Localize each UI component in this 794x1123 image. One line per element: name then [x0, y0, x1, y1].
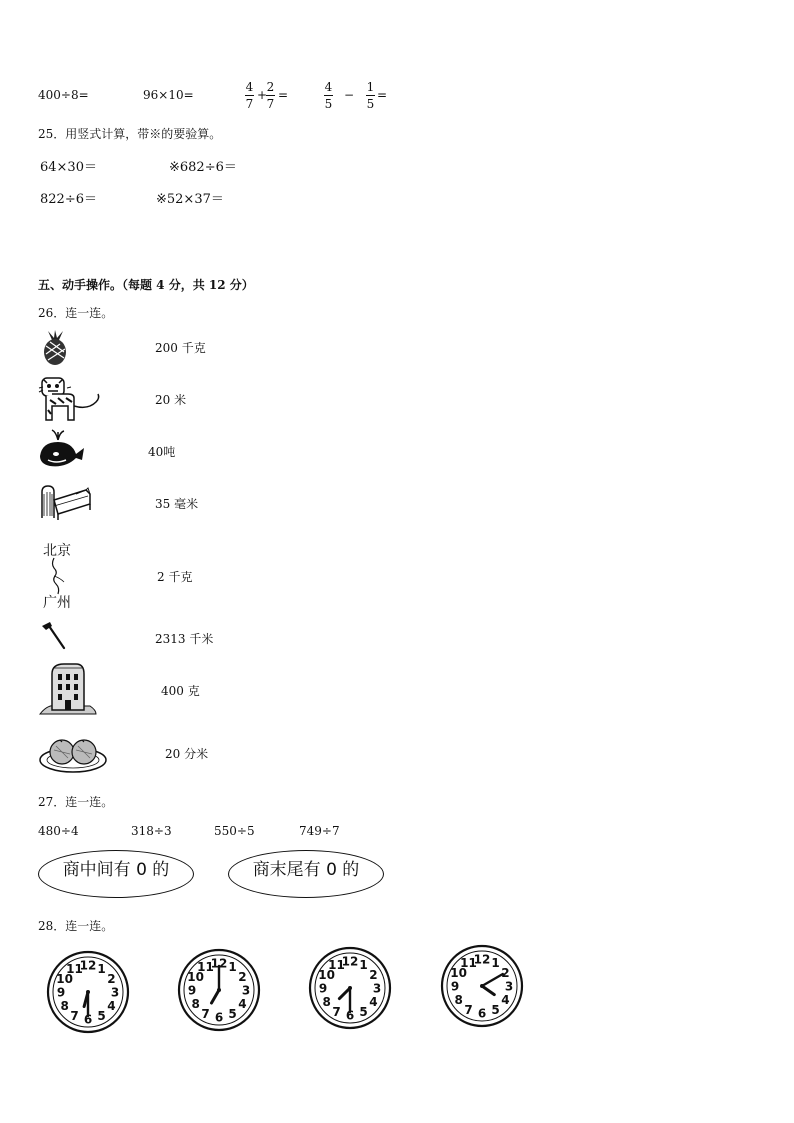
pineapple-icon — [38, 330, 72, 366]
clock-numeral: 9 — [56, 985, 66, 1000]
expr-96-times-10: 96×10= — [143, 88, 194, 102]
fraction-4-5 — [324, 80, 333, 111]
clock-numeral: 9 — [318, 981, 328, 996]
clock-numeral: 5 — [359, 1004, 368, 1019]
oval-trailing-zero[interactable] — [228, 850, 384, 898]
guangzhou-label: 广州 — [43, 595, 71, 611]
section5-title: 五、动手操作。（每题 4 分，共 12 分） — [38, 278, 254, 292]
clock-numeral: 2 — [501, 966, 510, 980]
clock-numeral: 3 — [241, 983, 251, 998]
q27-title: 27．连一连。 — [38, 795, 114, 809]
clock-numeral: 5 — [97, 1008, 106, 1023]
clock-numeral: 4 — [107, 999, 116, 1013]
nail-icon — [38, 620, 68, 652]
clock-numeral: 6 — [214, 1010, 224, 1025]
expr-52-times-37: ※52×37＝ — [156, 192, 224, 207]
denominator: 5 — [324, 97, 333, 111]
beijing-label: 北京 — [43, 543, 71, 559]
oval-label: 商末尾有 0 的 — [252, 859, 360, 880]
clock-hub — [86, 990, 90, 994]
clock-numeral: 1 — [359, 958, 368, 973]
fraction-1-5 — [366, 80, 375, 111]
fraction-4-7 — [245, 80, 254, 111]
bed-icon — [38, 478, 94, 522]
clock-numeral: 4 — [369, 995, 378, 1009]
expr-682-div-6: ※682÷6＝ — [169, 160, 237, 175]
whale-icon — [36, 428, 86, 470]
unit-label: 40吨 — [148, 445, 176, 459]
numerator: 4 — [245, 80, 254, 94]
unit-label: 200 千克 — [155, 341, 206, 355]
oval-middle-zero[interactable] — [38, 850, 194, 898]
plus-sign: + — [257, 88, 268, 102]
minus-sign: − — [344, 88, 355, 102]
expr-400-div-8: 400÷8= — [38, 88, 89, 102]
equals-sign: = — [278, 88, 289, 102]
clock-numeral: 3 — [504, 979, 514, 994]
unit-label: 400 克 — [161, 684, 200, 698]
denominator: 7 — [245, 97, 254, 111]
clock-numeral: 12 — [341, 954, 359, 969]
equals-sign: = — [377, 88, 388, 102]
clock-numeral: 12 — [79, 958, 97, 973]
denominator: 5 — [366, 97, 375, 111]
clock-numeral: 7 — [70, 1008, 79, 1023]
clock-numeral: 6 — [477, 1006, 487, 1021]
clock-numeral: 8 — [60, 999, 69, 1013]
expr-64-times-30: 64×30＝ — [40, 160, 97, 175]
clock-numeral: 12 — [210, 956, 228, 971]
clock-numeral: 8 — [322, 995, 331, 1009]
unit-label: 2 千克 — [157, 570, 193, 584]
clock-numeral: 2 — [107, 972, 116, 986]
clock-numeral: 1 — [97, 962, 106, 977]
expr-550-div-5: 550÷5 — [214, 824, 255, 838]
clock-numeral: 5 — [228, 1006, 237, 1021]
clock-numeral: 10 — [318, 968, 335, 982]
numerator: 1 — [366, 80, 375, 94]
clock-numeral: 2 — [369, 968, 378, 982]
expr-318-div-3: 318÷3 — [131, 824, 172, 838]
clock-numeral: 10 — [187, 970, 204, 984]
plate-of-fruit-icon — [38, 730, 108, 774]
clock-numeral: 10 — [56, 972, 73, 986]
clock-hub — [217, 988, 221, 992]
clock-numeral: 11 — [328, 958, 345, 973]
clock-numeral: 3 — [372, 981, 382, 996]
unit-label: 2313 千米 — [155, 632, 214, 646]
clock-numeral: 11 — [460, 956, 477, 971]
unit-label: 20 米 — [155, 393, 187, 407]
clock-numeral: 10 — [450, 966, 467, 980]
clock-numeral: 9 — [450, 979, 460, 994]
clock-icon — [440, 942, 524, 1030]
clock-hub — [348, 986, 352, 990]
expr-822-div-6: 822÷6＝ — [40, 192, 97, 207]
unit-label: 35 毫米 — [155, 497, 199, 511]
clock-numeral: 3 — [110, 985, 120, 1000]
expr-480-div-4: 480÷4 — [38, 824, 79, 838]
tiger-icon — [38, 376, 102, 424]
clock-numeral: 5 — [491, 1002, 500, 1017]
building-icon — [38, 660, 98, 716]
clock-numeral: 1 — [491, 956, 500, 971]
clock-icon — [46, 948, 130, 1036]
clock-numeral: 7 — [201, 1006, 210, 1021]
clock-icon — [308, 944, 392, 1032]
oval-label: 商中间有 0 的 — [62, 859, 170, 880]
numerator: 2 — [266, 80, 275, 94]
clock-numeral: 12 — [473, 952, 491, 967]
clock-numeral: 7 — [464, 1002, 473, 1017]
clock-numeral: 4 — [238, 997, 247, 1011]
clock-numeral: 9 — [187, 983, 197, 998]
q26-title: 26．连一连。 — [38, 306, 114, 320]
clock-numeral: 11 — [197, 960, 214, 975]
clock-numeral: 7 — [332, 1004, 341, 1019]
map-route-icon — [40, 538, 90, 612]
clock-numeral: 8 — [191, 997, 200, 1011]
clock-numeral: 4 — [501, 993, 510, 1007]
clock-numeral: 6 — [345, 1008, 355, 1023]
fraction-2-7 — [266, 80, 275, 111]
clock-numeral: 8 — [454, 993, 463, 1007]
clock-numeral: 1 — [228, 960, 237, 975]
clock-numeral: 11 — [66, 962, 83, 977]
clock-numeral: 2 — [238, 970, 247, 984]
clock-numeral: 6 — [83, 1012, 93, 1027]
q25-title: 25．用竖式计算，带※的要验算。 — [38, 127, 222, 141]
expr-749-div-7: 749÷7 — [299, 824, 340, 838]
denominator: 7 — [266, 97, 275, 111]
clock-icon — [177, 946, 261, 1034]
numerator: 4 — [324, 80, 333, 94]
q28-title: 28．连一连。 — [38, 919, 114, 933]
clock-hub — [480, 984, 484, 988]
unit-label: 20 分米 — [165, 747, 209, 761]
